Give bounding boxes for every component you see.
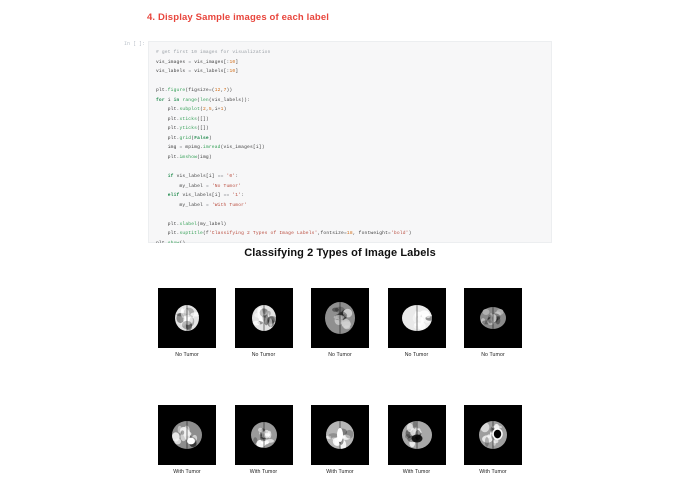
code-token: subplot xyxy=(179,107,201,113)
code-line xyxy=(156,163,551,173)
sample-image-cell xyxy=(235,405,293,475)
code-line xyxy=(156,201,551,211)
code-token: imread xyxy=(203,145,221,151)
code-line xyxy=(156,134,551,144)
code-token: if xyxy=(167,174,177,180)
sample-image-label: With Tumor xyxy=(249,469,278,475)
code-token: = xyxy=(188,59,195,65)
code-token: , xyxy=(205,107,209,113)
code-line xyxy=(156,86,551,96)
code-line xyxy=(156,191,551,201)
code-token: : xyxy=(241,193,245,199)
mri-thumbnail xyxy=(235,288,293,348)
code-line xyxy=(156,67,551,77)
sample-image-cell xyxy=(235,288,293,358)
code-token: figure xyxy=(167,88,186,94)
code-token: 10 xyxy=(229,69,236,75)
sample-image-cell xyxy=(311,405,369,475)
sample-image-label: With Tumor xyxy=(173,469,201,475)
code-line xyxy=(156,77,551,87)
code-token: '0' xyxy=(226,174,236,180)
code-token: 12 xyxy=(214,88,221,94)
code-token: ] xyxy=(235,69,239,75)
code-cell[interactable] xyxy=(148,41,552,243)
code-token: vis_labels[: xyxy=(194,69,230,75)
sample-image-label: No Tumor xyxy=(404,352,429,358)
sample-image-label: No Tumor xyxy=(251,352,276,358)
code-token: vis_images[: xyxy=(194,59,230,65)
code-token: 1 xyxy=(220,107,224,113)
sample-image-cell xyxy=(158,288,216,358)
code-token: vis_labels[i] xyxy=(176,174,218,180)
code-token: 'With Tumor' xyxy=(211,202,248,208)
code-token: = xyxy=(205,183,212,189)
code-token: 7 xyxy=(223,88,227,94)
code-line xyxy=(156,172,551,182)
code-token: grid xyxy=(179,135,192,141)
code-token: )) xyxy=(226,88,233,94)
code-token: plt. xyxy=(156,155,180,161)
mri-thumbnail xyxy=(388,405,446,465)
code-token: ( xyxy=(197,97,201,103)
code-token: plt. xyxy=(156,107,180,113)
code-token: ) xyxy=(208,135,212,141)
sample-image-label: With Tumor xyxy=(479,469,507,475)
code-token: ( xyxy=(200,107,203,113)
code-token: plt. xyxy=(156,88,168,94)
code-token: = xyxy=(179,145,186,151)
code-token: ([]) xyxy=(197,116,209,122)
sample-image-label: With Tumor xyxy=(402,469,431,475)
section-heading: 4. Display Sample images of each label xyxy=(147,12,330,23)
code-line xyxy=(156,58,551,68)
code-token: range xyxy=(182,97,198,103)
code-line xyxy=(156,48,551,58)
code-token: 'bold' xyxy=(390,231,409,237)
code-line xyxy=(156,182,551,192)
code-line xyxy=(156,210,551,220)
code-token: (f xyxy=(203,231,209,237)
code-token: False xyxy=(194,135,209,141)
code-token: imshow xyxy=(179,155,198,161)
code-token: (img) xyxy=(197,155,212,161)
code-token: ] xyxy=(235,59,239,65)
code-token: , fontweight= xyxy=(352,231,391,237)
code-token: img xyxy=(156,145,180,151)
code-token: len xyxy=(200,97,209,103)
code-content xyxy=(149,42,551,248)
code-token: ) xyxy=(408,231,412,237)
code-token: (vis_images[i]) xyxy=(220,145,265,151)
code-line xyxy=(156,143,551,153)
mri-thumbnail xyxy=(464,405,522,465)
code-token: 10 xyxy=(229,59,236,65)
code-token: == xyxy=(223,193,233,199)
code-token: # get first 10 images for visualization xyxy=(156,50,271,55)
code-token: (vis_labels)): xyxy=(208,97,250,103)
code-token: == xyxy=(217,174,227,180)
mri-thumbnail xyxy=(311,288,369,348)
code-token: ,fontsize= xyxy=(317,231,347,237)
code-token: vis_labels xyxy=(156,69,189,75)
code-token: , xyxy=(220,88,224,94)
code-token: elif xyxy=(167,193,183,199)
code-token: (my_label) xyxy=(197,221,227,227)
code-token: : xyxy=(235,174,239,180)
code-line xyxy=(156,153,551,163)
code-token: 2 xyxy=(203,107,206,113)
code-token: ,i+ xyxy=(211,107,221,113)
code-token: plt. xyxy=(156,135,180,141)
code-token: 'Classifying 2 Types of Image Labels' xyxy=(208,231,318,237)
mri-thumbnail xyxy=(158,405,216,465)
sample-image-cell xyxy=(464,405,522,475)
sample-image-cell xyxy=(388,405,446,475)
code-token: ) xyxy=(223,107,227,113)
sample-image-cell xyxy=(311,288,369,358)
code-token: xticks xyxy=(179,116,198,122)
code-token: xlabel xyxy=(179,221,198,227)
code-token: 18 xyxy=(346,231,353,237)
code-line xyxy=(156,115,551,125)
sample-image-label: No Tumor xyxy=(328,352,352,358)
code-line xyxy=(156,229,551,239)
code-token: ( xyxy=(191,135,195,141)
code-line xyxy=(156,220,551,230)
code-token: 'No Tumor' xyxy=(211,183,242,189)
code-token xyxy=(156,193,168,198)
mri-thumbnail xyxy=(158,288,216,348)
sample-image-cell xyxy=(158,405,216,475)
image-grid-row-2 xyxy=(158,405,522,475)
sample-image-cell xyxy=(388,288,446,358)
code-token: plt. xyxy=(156,231,180,237)
code-token: my_label xyxy=(156,183,206,189)
sample-image-label: No Tumor xyxy=(481,352,505,358)
sample-image-label: With Tumor xyxy=(326,469,354,475)
code-token: ([]) xyxy=(197,126,209,132)
code-token: vis_images xyxy=(156,59,189,65)
code-token: vis_labels[i] xyxy=(182,193,224,199)
code-token: mpimg. xyxy=(185,145,203,151)
mri-thumbnail xyxy=(388,288,446,348)
code-token: my_label xyxy=(156,202,206,208)
mri-thumbnail xyxy=(464,288,522,348)
code-token: for xyxy=(156,97,168,103)
image-grid xyxy=(158,288,522,475)
code-token: yticks xyxy=(179,126,198,132)
code-token: suptitle xyxy=(179,231,203,237)
sample-image-cell xyxy=(464,288,522,358)
image-grid-row-1 xyxy=(158,288,522,358)
code-token: = xyxy=(188,69,195,75)
code-token: plt. xyxy=(156,221,180,227)
code-token: '1' xyxy=(232,193,242,199)
code-token xyxy=(156,174,168,179)
figure-output xyxy=(0,243,680,497)
code-line xyxy=(156,105,551,115)
figure-title: Classifying 2 Types of Image Labels xyxy=(244,247,436,259)
code-line xyxy=(156,96,551,106)
cell-prompt-label: In [ ]: xyxy=(124,41,146,47)
mri-thumbnail xyxy=(235,405,293,465)
code-token: 5 xyxy=(208,107,212,113)
code-token: in xyxy=(173,97,183,103)
code-line xyxy=(156,124,551,134)
code-token: i xyxy=(167,97,174,103)
code-token: (figsize=( xyxy=(185,88,215,94)
sample-image-label: No Tumor xyxy=(175,352,199,358)
code-token: = xyxy=(205,202,212,208)
code-token: plt. xyxy=(156,126,180,132)
mri-thumbnail xyxy=(311,405,369,465)
code-token: plt. xyxy=(156,116,180,122)
